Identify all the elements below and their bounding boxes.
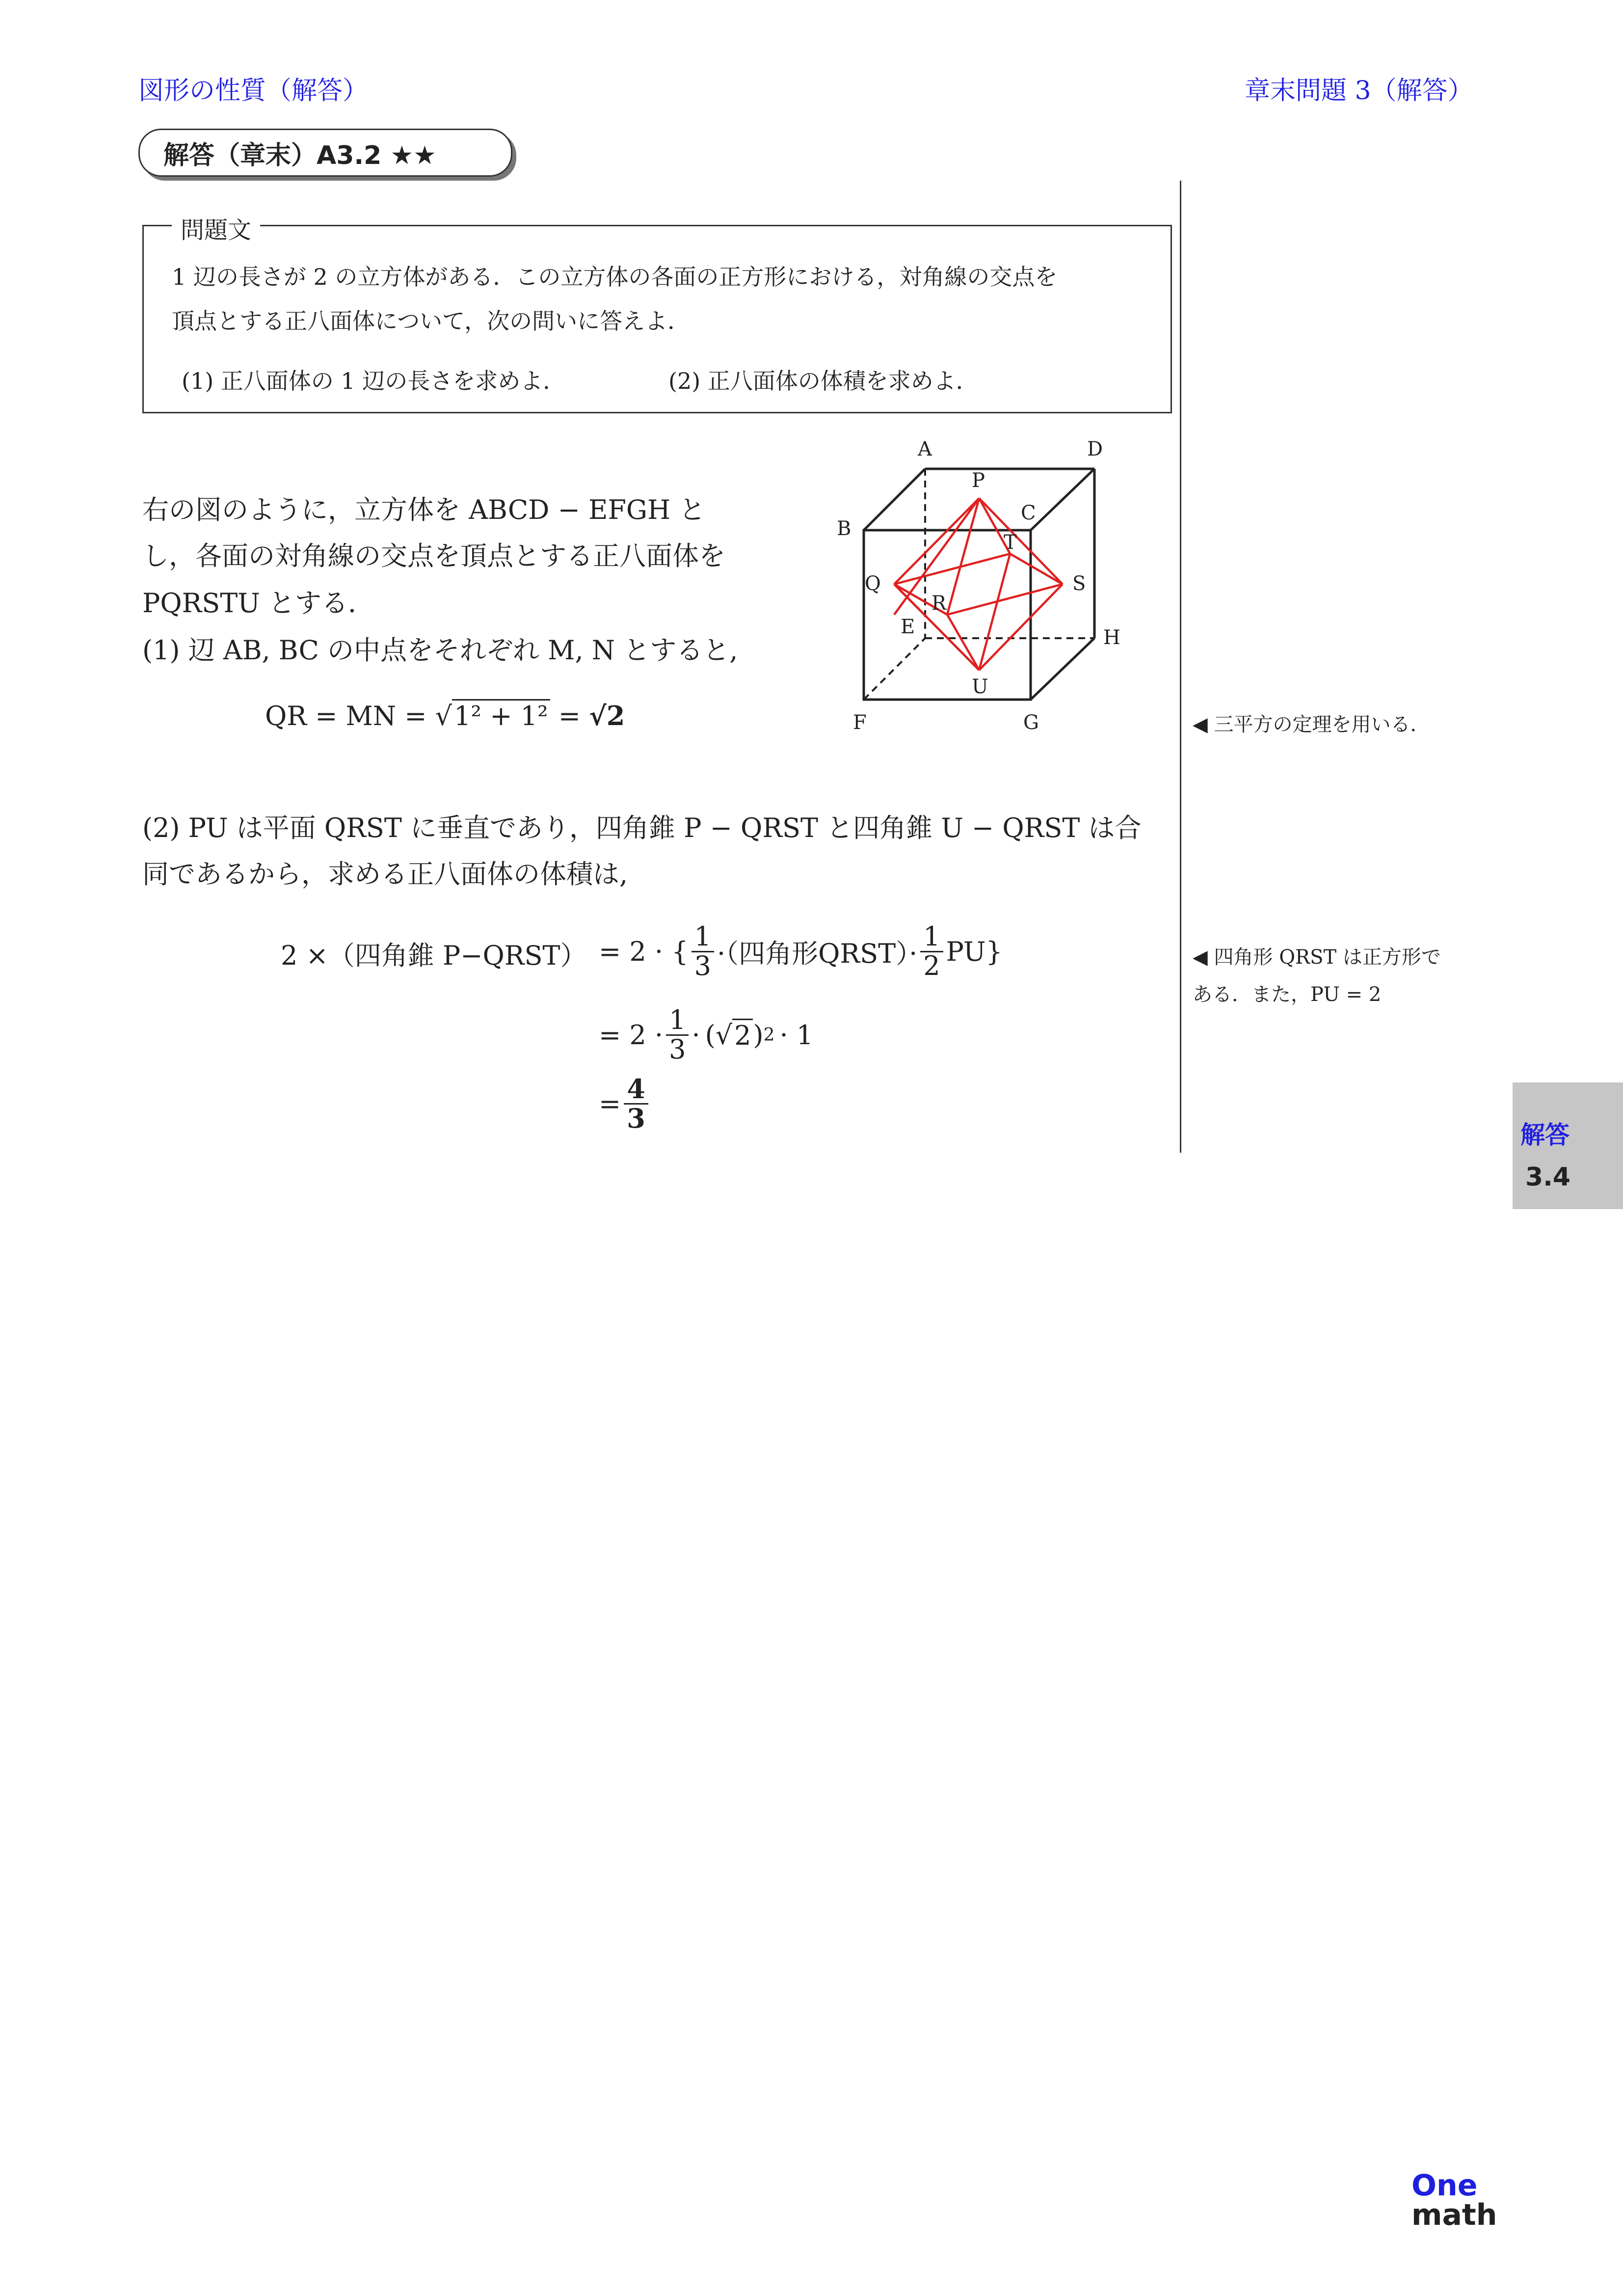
equation-1-lhs: QR = MN = (265, 701, 435, 731)
label-P: P (972, 469, 985, 492)
cube-octahedron-figure (810, 432, 1173, 736)
logo-line-2: math (1411, 2198, 1497, 2232)
onemath-logo (1411, 2168, 1497, 2232)
header-section-title: 図形の性質（解答） (138, 76, 369, 106)
solution-intro-2: し，各面の対角線の交点を頂点とする正八面体を (142, 540, 725, 571)
solution-intro-1: 右の図のように，立方体を ABCD − EFGH と (142, 494, 706, 525)
header-chapter-title: 章末問題 3（解答） (1245, 76, 1473, 106)
label-U: U (972, 675, 988, 698)
equation-2-row-2: = 2 · $\frac{1}{3}$ · (√ 2 ) 2 · 1 (599, 1004, 814, 1065)
solution-part1: (1) 辺 AB, BC の中点をそれぞれ M, N とすると, (142, 635, 738, 666)
label-F: F (853, 711, 867, 734)
margin-divider (1180, 181, 1181, 1153)
problem-question-1: (1) 正八面体の 1 辺の長さを求めよ． (182, 368, 566, 394)
label-R: R (931, 592, 947, 615)
equation-2-answer: $\frac{4}{3}$ (624, 1075, 648, 1132)
problem-label: 問題文 (172, 211, 260, 245)
solution-intro-3: PQRSTU とする． (142, 588, 374, 619)
equation-1: QR = MN = √1² + 1² = √2 (265, 700, 625, 731)
equation-1-root: 1² + 1² (452, 699, 550, 731)
margin-note-1: ◀ 三平方の定理を用いる． (1193, 713, 1430, 736)
equation-2-row-3: = $\frac{4}{3}$ (599, 1075, 651, 1132)
label-S: S (1072, 572, 1086, 595)
side-tab-label: 解答 (1520, 1121, 1570, 1149)
problem-line-2: 頂点とする正八面体について，次の問いに答えよ． (172, 308, 691, 334)
label-D: D (1087, 438, 1103, 460)
equation-1-answer: √2 (589, 700, 625, 731)
label-G: G (1023, 711, 1039, 734)
problem-question-2: (2) 正八面体の体積を求めよ． (668, 368, 979, 394)
margin-note-2-line2: ある．また，PU = 2 (1193, 983, 1382, 1006)
solution-part2-line1: (2) PU は平面 QRST に垂直であり，四角錐 P − QRST と四角錐 U − QRST は合 (142, 812, 1142, 843)
equation-2-row-1: = 2 · { $\frac{1}{3}$ ·（四角形QRST）· $\frac{1}{2}$ PU} (599, 921, 1003, 981)
label-E: E (901, 616, 915, 638)
logo-line-1: One (1411, 2168, 1478, 2203)
label-T: T (1004, 531, 1017, 554)
equation-2-lhs: 2 ×（四角錐 P−QRST） (281, 940, 587, 971)
margin-note-2-line1: ◀ 四角形 QRST は正方形で (1193, 946, 1441, 969)
label-C: C (1021, 502, 1036, 524)
label-H: H (1103, 626, 1120, 649)
side-tab-number: 3.4 (1525, 1162, 1571, 1192)
label-Q: Q (865, 572, 881, 595)
answer-badge: 解答（章末）A3.2 ★★ (138, 129, 512, 177)
problem-line-1: 1 辺の長さが 2 の立方体がある．この立方体の各面の正方形における，対角線の交点を (172, 264, 1058, 290)
solution-part2-line2: 同であるから，求める正八面体の体積は, (142, 859, 628, 890)
label-A: A (918, 438, 932, 460)
label-B: B (837, 517, 851, 540)
